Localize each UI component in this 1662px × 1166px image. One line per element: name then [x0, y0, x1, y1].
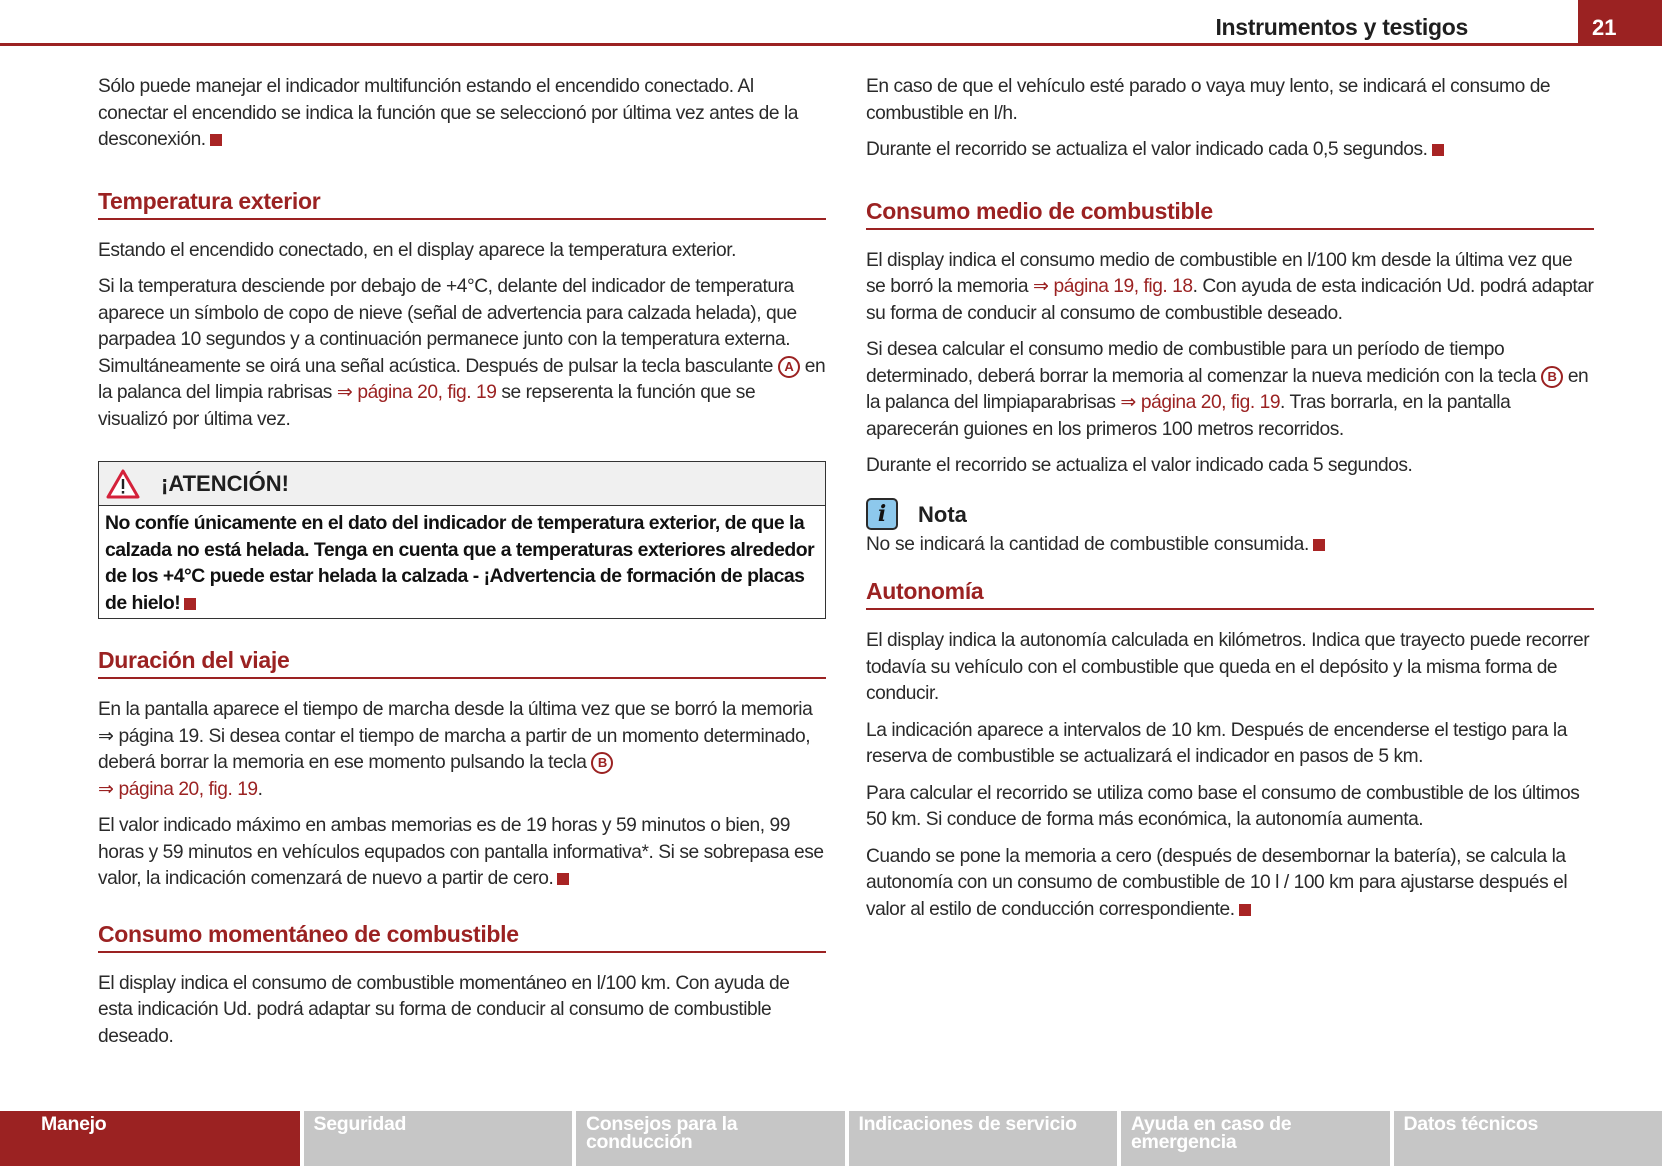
arrow-icon: ⇒: [1032, 276, 1049, 297]
medio-paragraph-2: Si desea calcular el consumo medio de combustible para un período de tiempo determinado, deberá borrar la memoria al comenzar la nueva medición con la tecla B en la palanca del limpiaparabrisas ⇒ página 20, fig. 19. Tras borrarla, en la pantalla aparecerán guiones en los primeros 100 metros recorridos.: [866, 339, 1589, 440]
end-of-section-icon: [1313, 539, 1325, 551]
arrow-icon: ⇒: [336, 382, 353, 403]
warning-header: [99, 462, 825, 506]
duracion-paragraph-1: En la pantalla aparece el tiempo de marcha desde la última vez que se borró la memoria ⇒ página 19. Si desea contar el tiempo de marcha a partir de un momento determinado, deberá borrar la memoria en ese momento pulsando la tecla B ⇒ página 20, fig. 19.: [98, 699, 813, 800]
link-pagina-20-fig-19[interactable]: página 20, fig. 19: [1140, 392, 1281, 413]
header-rule: [0, 43, 1662, 46]
medio-paragraph-1: El display indica el consumo medio de combustible en l/100 km desde la última vez que se borró la memoria ⇒ página 19, fig. 18. Con ayuda de esta indicación Ud. podrá adaptar su forma de conducir al consumo de combustible deseado.: [866, 249, 1594, 324]
end-of-section-icon: [557, 873, 569, 885]
page-number: 21: [1592, 15, 1617, 40]
heading-duracion-del-viaje: Duración del viaje: [98, 647, 826, 679]
link-pagina-19-fig-18[interactable]: página 19, fig. 18: [1053, 276, 1193, 297]
warning-title: ¡ATENCIÓN!: [161, 471, 289, 496]
ref-pagina-19: página 19: [118, 725, 199, 747]
arrow-icon: ⇒: [98, 778, 114, 800]
temperatura-paragraph-2: Si la temperatura desciende por debajo de +4°C, delante del indicador de temperatura aparece un símbolo de copo de nieve (señal de advertencia para calzada helada), que parpadea 10 segundos y a continuación permanece junto con la temperatura externa. Simultáneamente se oirá una señal acústica. Después de pulsar la tecla basculante A en la palanca del limpia rabrisas ⇒ página 20, fig. 19 se repserenta la función que se visualizó por última vez.: [98, 276, 826, 430]
heading-consumo-medio: Consumo medio de combustible: [866, 198, 1594, 230]
intro-paragraph: [98, 74, 826, 154]
warning-box: [98, 461, 826, 619]
key-b-icon: B: [1541, 366, 1563, 388]
tab-datos-tecnicos[interactable]: Datos técnicos: [1394, 1111, 1662, 1166]
consumo-cont-paragraph-1: En caso de que el vehículo esté parado o vaya muy lento, se indicará el consumo de combustible en l/h.: [866, 76, 1551, 124]
note-title: Nota: [918, 501, 967, 527]
end-of-section-icon: [1432, 144, 1444, 156]
consumo-cont-paragraph-2: Durante el recorrido se actualiza el valor indicado cada 0,5 segundos.: [866, 137, 1594, 164]
end-of-section-icon: [210, 134, 222, 146]
arrow-icon: ⇒: [98, 725, 114, 747]
temperatura-paragraph-1: Estando el encendido conectado, en el display aparece la temperatura exterior.: [98, 239, 736, 261]
info-icon: i: [866, 498, 898, 530]
key-a-icon: A: [778, 356, 800, 378]
autonomia-paragraph-3: Para calcular el recorrido se utiliza como base el consumo de combustible de los últimos 50 km. Si conduce de forma más económica, la autonomía aumenta.: [866, 782, 1580, 830]
heading-consumo-momentaneo: Consumo momentáneo de combustible: [98, 921, 826, 953]
note-header: [866, 498, 1594, 532]
autonomia-paragraph-4: Cuando se pone la memoria a cero (después de desembornar la batería), se calcula la autonomía con un consumo de combustible de 10 l / 100 km para ajustarse después el valor al estilo de conducción correspondiente.: [866, 845, 1568, 920]
chapter-tab-bar: [0, 1111, 1662, 1166]
warning-triangle-icon: [105, 468, 141, 500]
left-column: [98, 74, 826, 1060]
heading-autonomia: Autonomía: [866, 578, 1594, 610]
tab-consejos-conduccion[interactable]: Consejos para la conducción: [576, 1111, 845, 1166]
intro-text: Sólo puede manejar el indicador multifunción estando el encendido conectado. Al conectar el encendido se indica la función que se seleccionó por última vez antes de la desconexión.: [98, 76, 799, 150]
key-b-icon: B: [591, 752, 613, 774]
page-number-box: [1578, 0, 1662, 46]
autonomia-paragraph-1: El display indica la autonomía calculada en kilómetros. Indica que trayecto puede recorrer todavía su vehículo con el combustible que queda en el depósito y la misma forma de conducir.: [866, 630, 1590, 704]
arrow-icon: ⇒: [1120, 392, 1137, 413]
tab-manejo[interactable]: Manejo: [0, 1111, 300, 1166]
link-pagina-20-fig-19[interactable]: página 20, fig. 19: [118, 778, 258, 800]
tab-ayuda-emergencia[interactable]: Ayuda en caso de emergencia: [1121, 1111, 1390, 1166]
tab-indicaciones-servicio[interactable]: Indicaciones de servicio: [849, 1111, 1118, 1166]
right-column: [866, 74, 1594, 933]
momentaneo-paragraph-1: El display indica el consumo de combustible momentáneo en l/100 km. Con ayuda de esta indicación Ud. podrá adaptar su forma de conducir al consumo de combustible deseado.: [98, 972, 790, 1047]
medio-paragraph-3: Durante el recorrido se actualiza el valor indicado cada 5 segundos.: [866, 455, 1413, 476]
note-text: No se indicará la cantidad de combustible consumida.: [866, 532, 1594, 559]
warning-text: No confíe únicamente en el dato del indicador de temperatura exterior, de que la calzada no está helada. Tenga en cuenta que a temperaturas exteriores alrededor de los +4°C puede estar helada la calzada - ¡Advertencia de formación de placas de hielo!: [105, 512, 815, 614]
autonomia-paragraph-2: La indicación aparece a intervalos de 10 km. Después de encenderse el testigo para la reserva de combustible se actualizará el indicador en pasos de 5 km.: [866, 719, 1567, 767]
link-pagina-20-fig-19[interactable]: página 20, fig. 19: [357, 382, 497, 403]
heading-temperatura-exterior: Temperatura exterior: [98, 188, 826, 220]
end-of-section-icon: [184, 598, 196, 610]
tab-seguridad[interactable]: Seguridad: [304, 1111, 573, 1166]
chapter-title: Instrumentos y testigos: [1215, 14, 1468, 40]
end-of-section-icon: [1239, 904, 1251, 916]
duracion-paragraph-2: El valor indicado máximo en ambas memorias es de 19 horas y 59 minutos o bien, 99 horas y 59 minutos en vehículos equpados con pantalla informativa*. Si se sobrepasa ese valor, la indicación comenzará de nuevo a partir de cero.: [98, 815, 824, 889]
